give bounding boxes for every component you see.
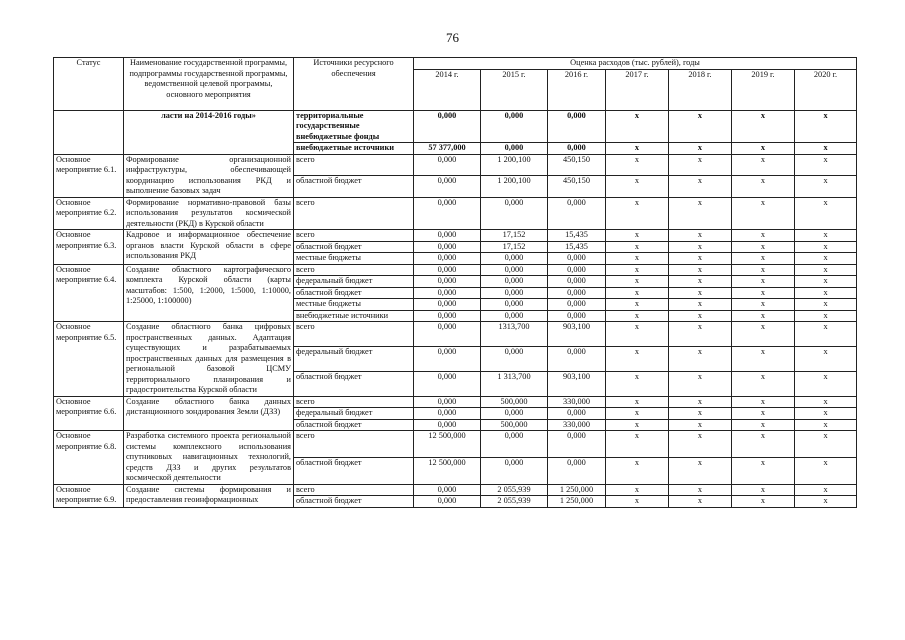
cell-value: 1313,700 <box>481 322 548 347</box>
table-row <box>54 154 857 176</box>
cell-value: 0,000 <box>481 276 548 288</box>
cell-mark: х <box>732 346 795 371</box>
cell-source: областной бюджет <box>294 287 414 299</box>
page-number: 76 <box>446 30 459 45</box>
cell-name: Создание областного банка данных дистанционного зондирования Земли (ДЗЗ) <box>124 396 294 431</box>
cell-mark: х <box>795 396 857 408</box>
cell-source: федеральный бюджет <box>294 346 414 371</box>
cell-mark: х <box>669 154 732 176</box>
cell-mark: х <box>669 310 732 322</box>
cell-value: 0,000 <box>414 408 481 420</box>
cell-value: 0,000 <box>414 496 481 508</box>
cell-mark: х <box>606 299 669 311</box>
cell-value: 0,000 <box>481 431 548 458</box>
cell-source: областной бюджет <box>294 176 414 198</box>
cell-mark: х <box>669 230 732 242</box>
cell-name: Создание системы формирования и предоставления геоинформационных <box>124 484 294 507</box>
cell-name: Разработка системного проекта региональной системы комплексного использования спутниковых навигационных технологий, средств ДЗЗ и других результатов космической деятельности <box>124 431 294 485</box>
cell-name: Формирование организационной инфраструктуры, обеспечивающей координацию использования РКД и выполнение базовых задач <box>124 154 294 197</box>
cell-status <box>54 110 124 154</box>
cell-mark: х <box>606 419 669 431</box>
cell-mark: х <box>795 176 857 198</box>
cell-source: областной бюджет <box>294 419 414 431</box>
cell-mark: х <box>606 176 669 198</box>
cell-value: 0,000 <box>481 287 548 299</box>
cell-mark: х <box>795 496 857 508</box>
cell-mark: х <box>732 241 795 253</box>
cell-mark: х <box>606 484 669 496</box>
cell-source: областной бюджет <box>294 457 414 484</box>
header-year: 2017 г. <box>606 69 669 110</box>
cell-mark: х <box>669 457 732 484</box>
cell-mark: х <box>732 110 795 143</box>
header-year: 2020 г. <box>795 69 857 110</box>
cell-value: 0,000 <box>481 299 548 311</box>
cell-source: внебюджетные источники <box>294 310 414 322</box>
cell-status: Основное мероприятие 6.9. <box>54 484 124 507</box>
cell-mark: х <box>606 310 669 322</box>
cell-mark: х <box>669 253 732 265</box>
cell-mark: х <box>669 197 732 230</box>
cell-value: 450,150 <box>548 176 606 198</box>
cell-source: всего <box>294 396 414 408</box>
cell-value: 1 250,000 <box>548 484 606 496</box>
cell-value: 17,152 <box>481 230 548 242</box>
cell-mark: х <box>606 253 669 265</box>
cell-mark: х <box>732 396 795 408</box>
header-year: 2016 г. <box>548 69 606 110</box>
cell-value: 0,000 <box>414 176 481 198</box>
cell-mark: х <box>795 154 857 176</box>
cell-value: 0,000 <box>414 322 481 347</box>
cell-mark: х <box>606 230 669 242</box>
cell-mark: х <box>732 371 795 396</box>
cell-value: 0,000 <box>414 276 481 288</box>
cell-value: 330,000 <box>548 396 606 408</box>
cell-value: 0,000 <box>414 346 481 371</box>
cell-mark: х <box>795 143 857 155</box>
header-name: Наименование государственной программы, подпрограммы государственной программы, ведомственной целевой программы, основного мероприятия <box>124 58 294 111</box>
table-row <box>54 110 857 143</box>
cell-mark: х <box>732 276 795 288</box>
cell-mark: х <box>732 143 795 155</box>
cell-mark: х <box>732 154 795 176</box>
cell-mark: х <box>732 310 795 322</box>
cell-mark: х <box>606 496 669 508</box>
cell-mark: х <box>669 346 732 371</box>
cell-mark: х <box>669 276 732 288</box>
cell-value: 500,000 <box>481 396 548 408</box>
cell-value: 1 200,100 <box>481 154 548 176</box>
cell-value: 0,000 <box>414 419 481 431</box>
cell-mark: х <box>795 276 857 288</box>
cell-name: Кадровое и информационное обеспечение органов власти Курской области в сфере использования РКД <box>124 230 294 265</box>
cell-value: 0,000 <box>481 408 548 420</box>
cell-mark: х <box>606 396 669 408</box>
cell-status: Основное мероприятие 6.2. <box>54 197 124 230</box>
table-row <box>54 396 857 408</box>
cell-value: 0,000 <box>548 310 606 322</box>
cell-source: областной бюджет <box>294 496 414 508</box>
cell-mark: х <box>606 197 669 230</box>
cell-mark: х <box>795 419 857 431</box>
header-sources: Источники ресурсного обеспечения <box>294 58 414 111</box>
cell-mark: х <box>795 287 857 299</box>
cell-value: 0,000 <box>548 276 606 288</box>
cell-value: 500,000 <box>481 419 548 431</box>
cell-mark: х <box>732 457 795 484</box>
cell-mark: х <box>732 287 795 299</box>
cell-source: местные бюджеты <box>294 253 414 265</box>
cell-mark: х <box>669 264 732 276</box>
cell-mark: х <box>732 264 795 276</box>
cell-status: Основное мероприятие 6.6. <box>54 396 124 431</box>
table-row <box>54 484 857 496</box>
cell-value: 0,000 <box>481 264 548 276</box>
cell-value: 0,000 <box>548 299 606 311</box>
cell-name: Формирование нормативно-правовой базы использования результатов космической деятельности (РКД) в Курской области <box>124 197 294 230</box>
cell-source: всего <box>294 154 414 176</box>
cell-mark: х <box>732 431 795 458</box>
cell-value: 903,100 <box>548 322 606 347</box>
cell-mark: х <box>795 431 857 458</box>
cell-mark: х <box>795 110 857 143</box>
cell-mark: х <box>606 154 669 176</box>
cell-source: областной бюджет <box>294 371 414 396</box>
cell-mark: х <box>669 496 732 508</box>
cell-value: 1 250,000 <box>548 496 606 508</box>
cell-mark: х <box>795 408 857 420</box>
cell-status: Основное мероприятие 6.8. <box>54 431 124 485</box>
cell-mark: х <box>795 346 857 371</box>
cell-source: областной бюджет <box>294 241 414 253</box>
cell-source: внебюджетные источники <box>294 143 414 155</box>
cell-mark: х <box>795 322 857 347</box>
cell-mark: х <box>669 419 732 431</box>
cell-value: 12 500,000 <box>414 457 481 484</box>
cell-value: 0,000 <box>548 110 606 143</box>
cell-source: всего <box>294 197 414 230</box>
cell-value: 0,000 <box>481 110 548 143</box>
cell-mark: х <box>606 143 669 155</box>
cell-mark: х <box>732 419 795 431</box>
cell-mark: х <box>795 197 857 230</box>
cell-mark: х <box>732 253 795 265</box>
header-estimate: Оценка расходов (тыс. рублей), годы <box>414 58 857 70</box>
cell-value: 0,000 <box>414 110 481 143</box>
cell-value: 0,000 <box>414 230 481 242</box>
cell-source: всего <box>294 322 414 347</box>
cell-value: 0,000 <box>548 431 606 458</box>
cell-mark: х <box>606 322 669 347</box>
cell-mark: х <box>795 457 857 484</box>
cell-source: всего <box>294 484 414 496</box>
header-status: Статус <box>54 58 124 111</box>
cell-value: 0,000 <box>481 197 548 230</box>
table-row <box>54 197 857 230</box>
budget-table <box>53 57 857 508</box>
cell-mark: х <box>732 322 795 347</box>
cell-source: всего <box>294 431 414 458</box>
cell-value: 1 200,100 <box>481 176 548 198</box>
cell-mark: х <box>669 408 732 420</box>
cell-value: 0,000 <box>481 310 548 322</box>
cell-value: 15,435 <box>548 241 606 253</box>
cell-mark: х <box>606 264 669 276</box>
table-row <box>54 322 857 347</box>
cell-value: 0,000 <box>414 371 481 396</box>
cell-mark: х <box>606 457 669 484</box>
cell-mark: х <box>795 484 857 496</box>
cell-value: 0,000 <box>414 287 481 299</box>
cell-status: Основное мероприятие 6.1. <box>54 154 124 197</box>
cell-mark: х <box>669 431 732 458</box>
cell-mark: х <box>732 408 795 420</box>
cell-name: ласти на 2014-2016 годы» <box>124 110 294 154</box>
cell-mark: х <box>669 176 732 198</box>
cell-value: 0,000 <box>414 484 481 496</box>
cell-mark: х <box>606 346 669 371</box>
cell-mark: х <box>795 241 857 253</box>
cell-mark: х <box>606 110 669 143</box>
cell-mark: х <box>606 431 669 458</box>
cell-value: 0,000 <box>548 253 606 265</box>
cell-value: 0,000 <box>548 346 606 371</box>
cell-value: 0,000 <box>548 457 606 484</box>
cell-mark: х <box>795 264 857 276</box>
cell-mark: х <box>732 230 795 242</box>
cell-mark: х <box>606 241 669 253</box>
header-year: 2014 г. <box>414 69 481 110</box>
cell-value: 2 055,939 <box>481 496 548 508</box>
cell-mark: х <box>795 371 857 396</box>
cell-value: 0,000 <box>548 197 606 230</box>
cell-value: 0,000 <box>414 154 481 176</box>
cell-mark: х <box>732 176 795 198</box>
cell-value: 0,000 <box>481 457 548 484</box>
header-year: 2018 г. <box>669 69 732 110</box>
cell-value: 903,100 <box>548 371 606 396</box>
cell-value: 0,000 <box>414 396 481 408</box>
table-row <box>54 431 857 458</box>
cell-mark: х <box>669 322 732 347</box>
cell-source: всего <box>294 264 414 276</box>
cell-value: 0,000 <box>548 264 606 276</box>
cell-mark: х <box>795 253 857 265</box>
cell-mark: х <box>669 484 732 496</box>
cell-value: 0,000 <box>548 408 606 420</box>
cell-mark: х <box>606 371 669 396</box>
cell-value: 17,152 <box>481 241 548 253</box>
cell-mark: х <box>732 496 795 508</box>
table-row <box>54 230 857 242</box>
cell-value: 330,000 <box>548 419 606 431</box>
cell-mark: х <box>669 110 732 143</box>
table-body <box>54 110 857 507</box>
cell-value: 0,000 <box>414 253 481 265</box>
table-row <box>54 264 857 276</box>
cell-value: 450,150 <box>548 154 606 176</box>
cell-source: территориальные государственные внебюджетные фонды <box>294 110 414 143</box>
cell-source: федеральный бюджет <box>294 408 414 420</box>
cell-mark: х <box>606 408 669 420</box>
cell-mark: х <box>795 230 857 242</box>
cell-mark: х <box>669 371 732 396</box>
cell-status: Основное мероприятие 6.5. <box>54 322 124 397</box>
cell-value: 0,000 <box>414 264 481 276</box>
cell-mark: х <box>795 310 857 322</box>
cell-mark: х <box>795 299 857 311</box>
cell-mark: х <box>669 241 732 253</box>
header-year: 2015 г. <box>481 69 548 110</box>
cell-mark: х <box>669 396 732 408</box>
cell-value: 2 055,939 <box>481 484 548 496</box>
cell-mark: х <box>732 484 795 496</box>
cell-value: 0,000 <box>481 346 548 371</box>
cell-value: 12 500,000 <box>414 431 481 458</box>
cell-mark: х <box>606 287 669 299</box>
cell-value: 0,000 <box>548 143 606 155</box>
header-year: 2019 г. <box>732 69 795 110</box>
cell-value: 0,000 <box>414 310 481 322</box>
cell-source: федеральный бюджет <box>294 276 414 288</box>
cell-source: местные бюджеты <box>294 299 414 311</box>
cell-value: 0,000 <box>414 197 481 230</box>
cell-status: Основное мероприятие 6.3. <box>54 230 124 265</box>
cell-value: 15,435 <box>548 230 606 242</box>
cell-mark: х <box>732 197 795 230</box>
cell-value: 0,000 <box>481 253 548 265</box>
cell-mark: х <box>606 276 669 288</box>
cell-source: всего <box>294 230 414 242</box>
cell-mark: х <box>732 299 795 311</box>
cell-mark: х <box>669 143 732 155</box>
cell-value: 0,000 <box>414 241 481 253</box>
cell-value: 1 313,700 <box>481 371 548 396</box>
cell-value: 0,000 <box>548 287 606 299</box>
cell-value: 0,000 <box>414 299 481 311</box>
cell-value: 57 377,000 <box>414 143 481 155</box>
cell-mark: х <box>669 287 732 299</box>
cell-value: 0,000 <box>481 143 548 155</box>
cell-mark: х <box>669 299 732 311</box>
cell-name: Создание областного банка цифровых пространственных данных. Адаптация существующих и разрабатываемых пространственных данных для размещения в региональной базовой ЦСМУ территориального планирования и градостроительства Курской области <box>124 322 294 397</box>
cell-status: Основное мероприятие 6.4. <box>54 264 124 322</box>
cell-name: Создание областного картографического комплекта Курской области (карты масштабов: 1:500, 1:2000, 1:5000, 1:10000, 1:25000, 1:100000) <box>124 264 294 322</box>
